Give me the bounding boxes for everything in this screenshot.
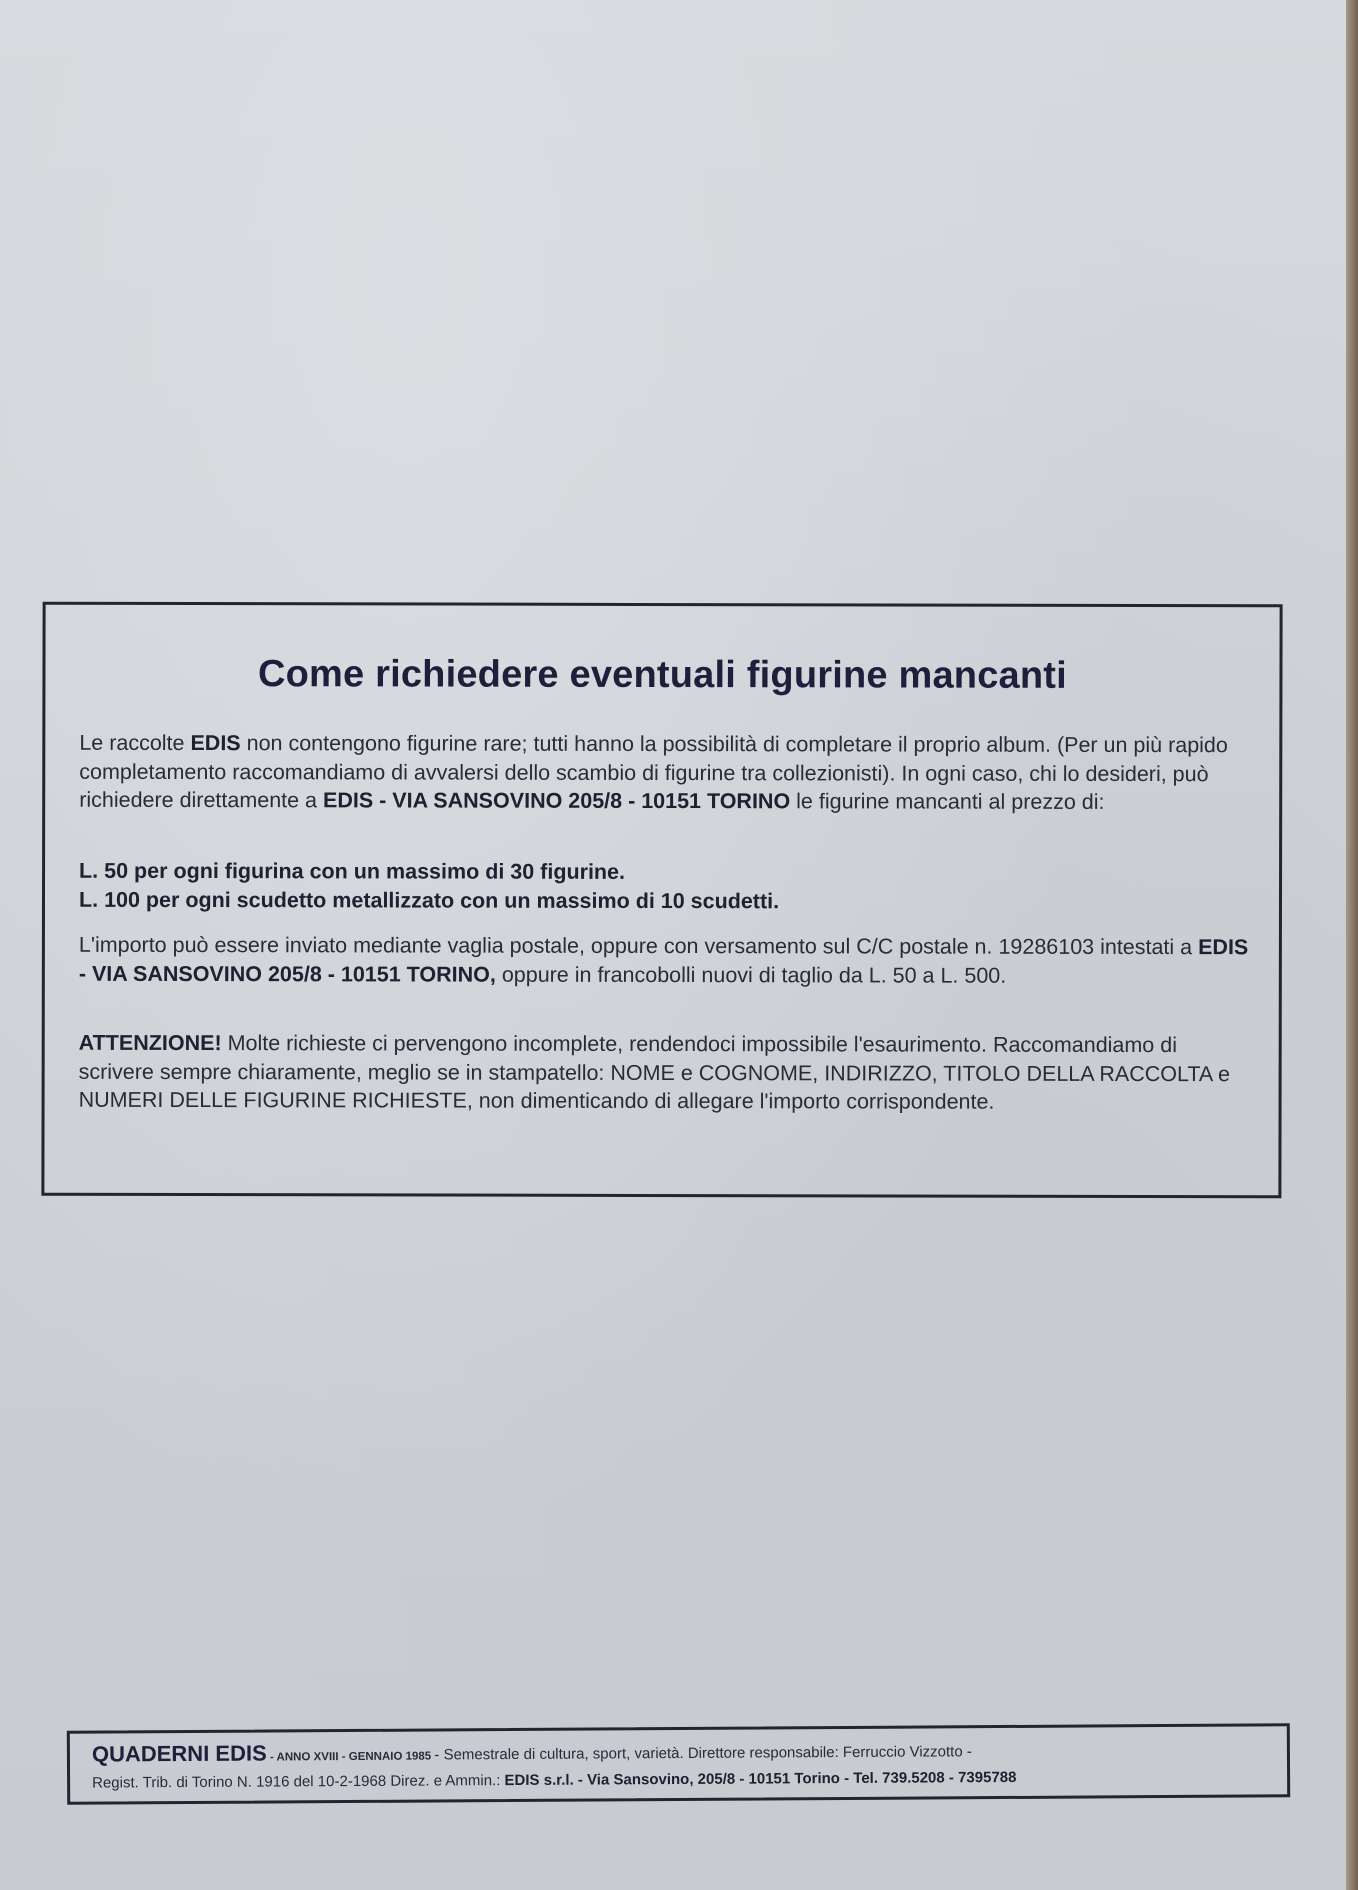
payment-text-1: L'importo può essere inviato mediante vaglia postale, oppure con versamento sul C/C postale n. 19286103 intestati a — [78, 932, 1199, 960]
price-scudetto: L. 100 per ogni scudetto metallizzato con un massimo di 10 scudetti. — [78, 887, 780, 914]
intro-text-3: le figurine mancanti al prezzo di: — [790, 789, 1105, 814]
payment-paragraph — [79, 931, 1249, 990]
footer-contact: EDIS s.r.l. - Via Sansovino, 205/8 - 10151 Torino - Tel. 739.5208 - 7395788 — [504, 1768, 1017, 1790]
page-edge — [1346, 0, 1358, 1890]
footer-brand: QUADERNI EDIS — [91, 1740, 267, 1767]
payment-address: EDIS - VIA SANSOVINO 205/8 - 10151 TORINO, — [78, 935, 1249, 987]
footer-issue: - ANNO XVIII - GENNAIO 1985 — [266, 1750, 435, 1764]
intro-text-2: non contengono figurine rare; tutti hanno la possibilità di completare il proprio album. (Per un più rapido completamento raccomandiamo di avvalersi dello scambio di figurine tra collezionisti). In ogni caso, chi lo desideri, può richiedere direttamente a — [79, 731, 1228, 813]
intro-text-1: Le raccolte — [79, 730, 191, 756]
info-box — [41, 602, 1282, 1199]
price-figurine: L. 50 per ogni figurina con un massimo di 30 figurine. — [79, 858, 626, 884]
info-title: Come richiedere eventuali figurine mancanti — [257, 653, 1067, 697]
price-list — [79, 857, 1249, 917]
intro-paragraph — [79, 729, 1249, 817]
intro-brand: EDIS — [190, 731, 241, 756]
footer-registration: Regist. Trib. di Torino N. 1916 del 10-2-1968 Direz. e Ammin.: — [92, 1772, 505, 1792]
footer-description: - Semestrale di cultura, sport, varietà. Direttore responsabile: Ferruccio Vizzotto - — [434, 1743, 972, 1764]
attention-text: Molte richieste ci pervengono incomplete, rendendoci impossibile l'esaurimento. Raccomandiamo di scrivere sempre chiaramente, meglio se in stampatello: NOME e COGNOME, INDIRIZZO, TITOLO DELLA RACCOLTA e NUMERI DELLE FIGURINE RICHIESTE, non dimenticando di allegare l'importo corrispondente. — [78, 1031, 1231, 1114]
payment-text-2: oppure in francobolli nuovi di taglio da L. 50 a L. 500. — [495, 962, 1007, 988]
footer-line-2 — [92, 1769, 1016, 1792]
attention-label: ATTENZIONE! — [78, 1030, 222, 1056]
intro-address: EDIS - VIA SANSOVINO 205/8 - 10151 TORINO — [322, 788, 791, 814]
footer-line-1 — [92, 1736, 972, 1767]
attention-paragraph — [79, 1029, 1249, 1117]
footer-box — [67, 1723, 1290, 1804]
